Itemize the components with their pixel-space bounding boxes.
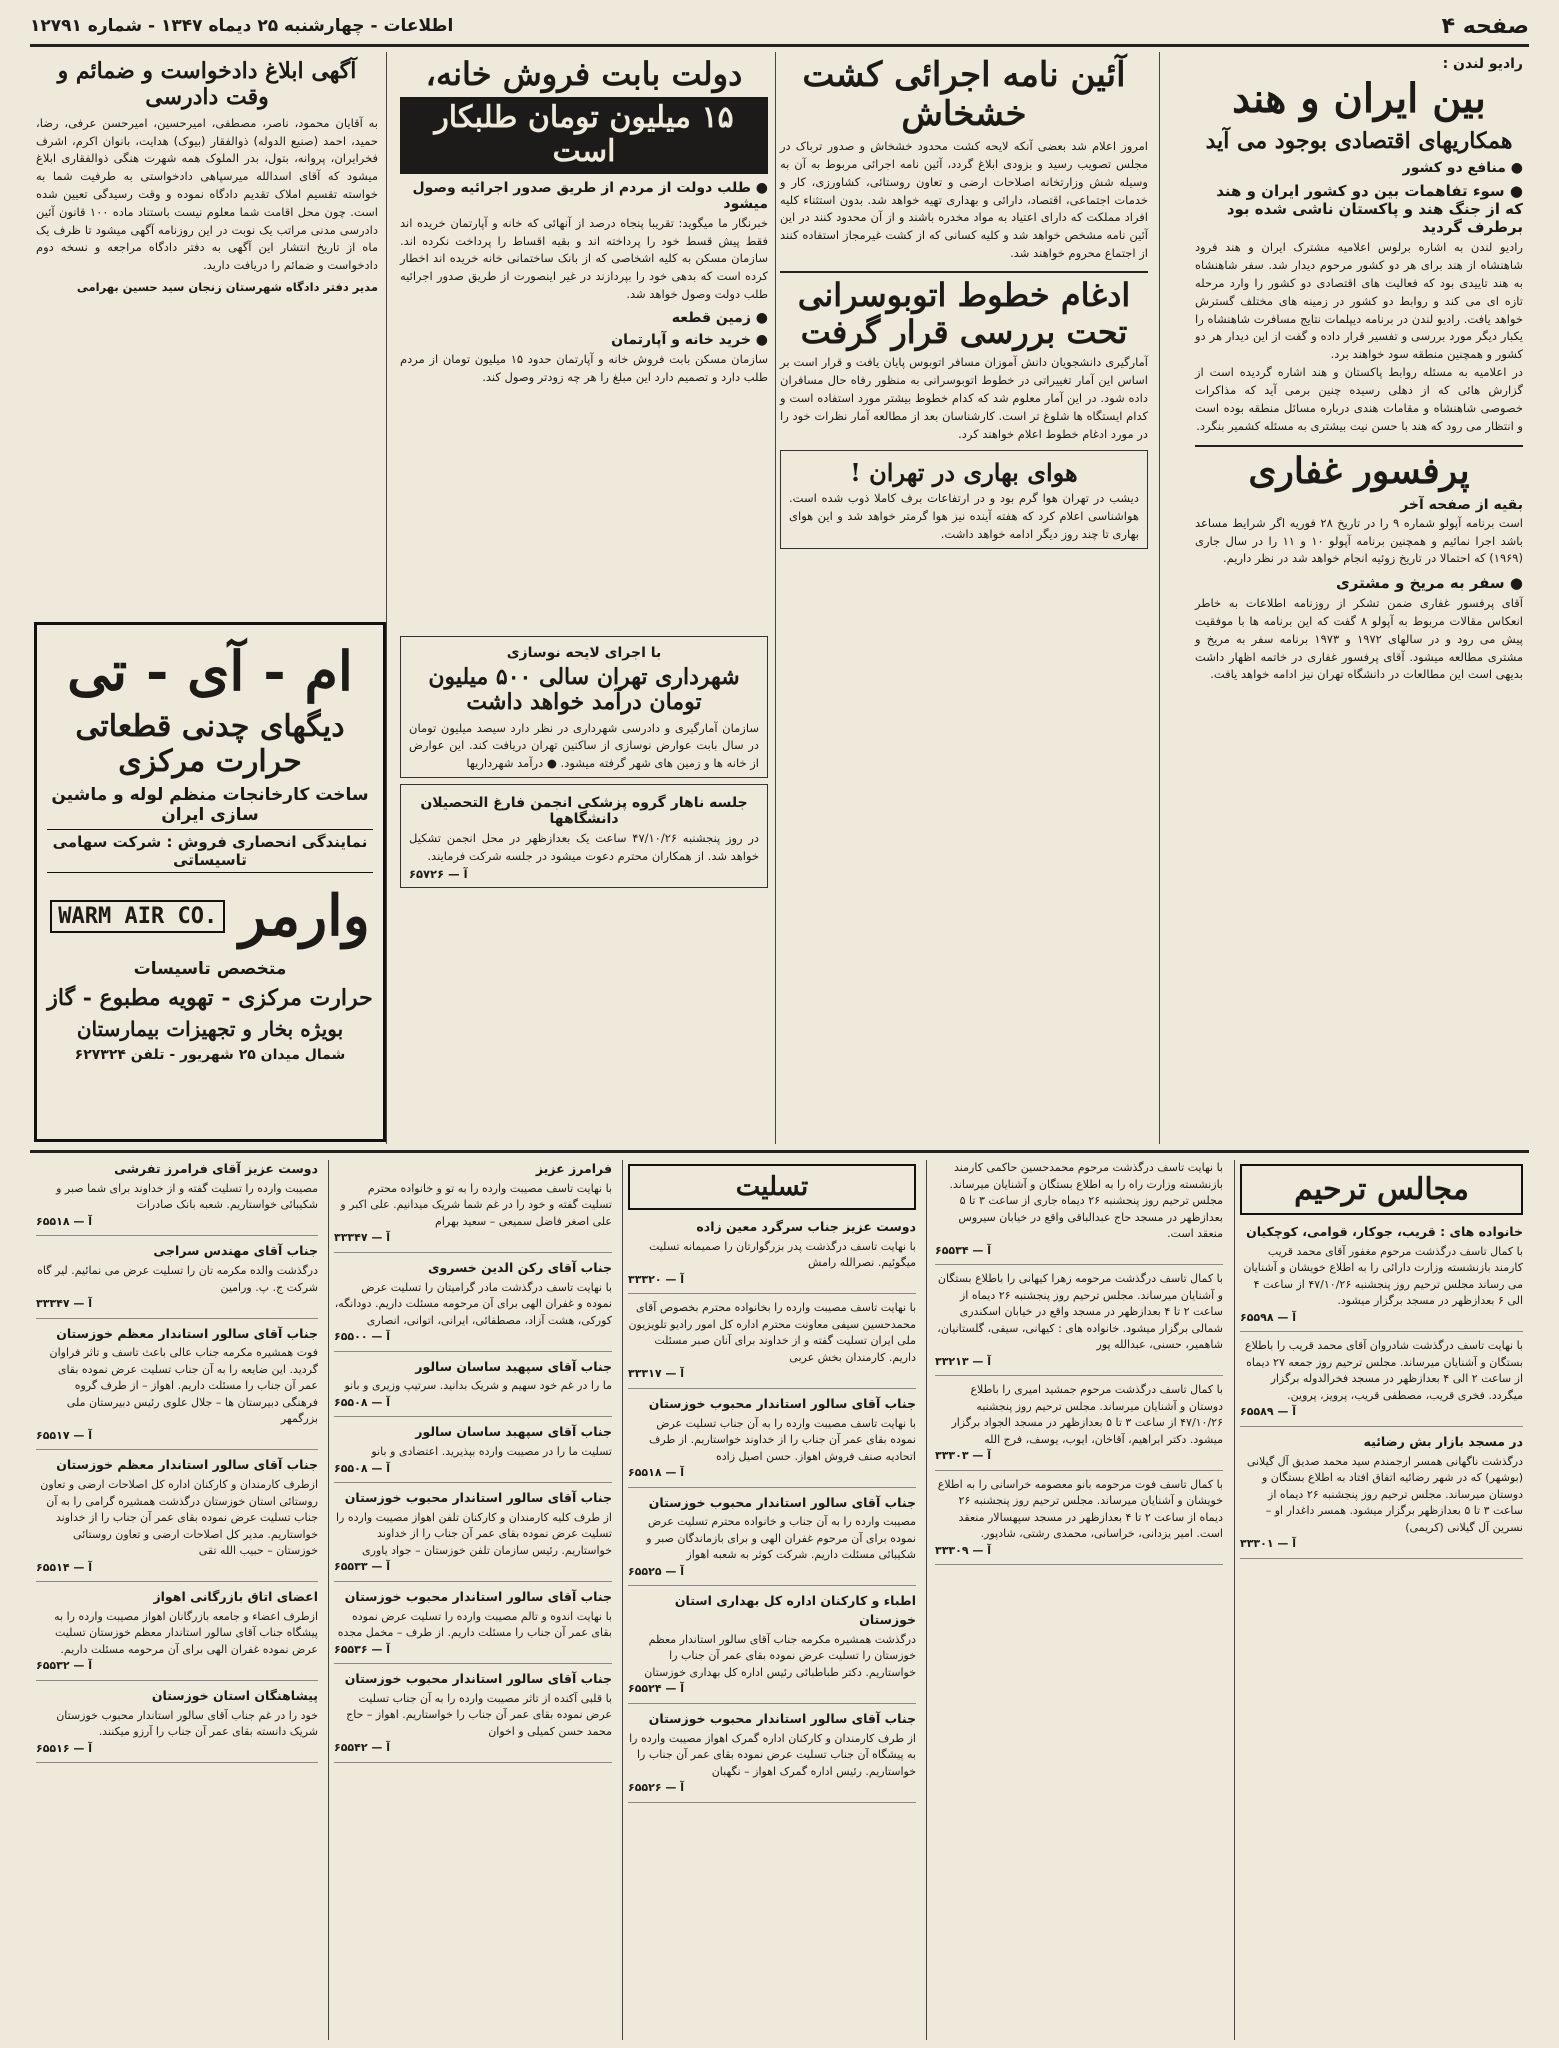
ad-line-specialist: متخصص تاسیسات — [133, 959, 287, 979]
notice-title: جناب آقای رکن الدین خسروی — [428, 1259, 612, 1275]
notice-code: آ — ۶۵۵۳۳ — [334, 1560, 391, 1574]
headline-housing: دولت بابت فروش خانه، — [425, 55, 743, 93]
notice — [935, 1382, 1223, 1471]
notice — [628, 1710, 916, 1803]
article-body-2: در اعلامیه به مسئله روابط پاکستان و هند اشاره گردیده است از گزارش هائی که از دهلی رسیده چنین برمی آید که مذاکرات خصوصی شاهنشاه و مقامات هندی درباره مسائل منطقه بوده است و انتظار می رود که هند با حسن نیت بیشتری به مسئله کشمیر بنگرد. — [1195, 365, 1523, 433]
notices-column-2 — [929, 1160, 1229, 2040]
notice-body: با نهایت تاسف درگذشت مادر گرامیتان را تسلیت عرض نموده و غفران الهی برای آن مرحومه مسئلت داریم. دودانگه، کورکی، هشت آزاد، مصطفائی، ایرانی، اتوانی، انصاری — [334, 1280, 612, 1327]
notice — [628, 1395, 916, 1488]
prof-body-2: آقای پرفسور غفاری ضمن تشکر از روزنامه اطلاعات به خاطر انعکاس مقالات مربوط به آپولو ۸ گفت که این برنامه ها با موفقیت پیش می رود و در سالهای ۱۹۷۲ و ۱۹۷۳ برنامه سفر به مریخ و مشتری مطالعه میشود. آقای پرفسور غفاری در خاتمه اظهار داشت بدیهی است این مطالعات در دانشگاه تهران نیز ادامه خواهد یافت. — [1195, 596, 1523, 682]
notice — [935, 1477, 1223, 1566]
notice-title: جناب آقای مهندس سراجی — [153, 1243, 318, 1259]
notice-code: آ — ۳۳۳۴۷ — [334, 1231, 391, 1245]
ad-line-heating: حرارت مرکزی - تهویه مطبوع - گاز — [47, 985, 373, 1011]
ad-line-boilers: دیگهای چدنی قطعاتی حرارت مرکزی — [75, 709, 345, 779]
column-municipality — [394, 630, 774, 1142]
notice-body: ازطرف اعضاء و جامعه بازرگانان اهواز مصیبت وارده را به پیشگاه جناب آقای سالور استاندار معظم خوزستان تسلیت عرض نموده غفران الهی برای آن مرحومه مسئلت داریم. — [54, 1609, 318, 1656]
medical-meeting-box — [400, 784, 768, 888]
notice-title: جناب آقای سالور استاندار معظم خوزستان — [56, 1325, 318, 1341]
notice — [935, 1160, 1223, 1265]
notice-body: با قلبی آکنده از تاثر مصیبت وارده را به آن جناب تسلیت عرض نموده بقای عمر آن جناب را خواستاریم. اهواز – حاج محمد حسن کمیلی و اخوان — [346, 1691, 612, 1738]
notice-code: آ — ۳۳۳۲۰ — [628, 1272, 685, 1286]
bullet-2: ● سوء تفاهمات بین دو کشور ایران و هند که از جنگ هند و پاکستان ناشی شده بود برطرف گردید — [1216, 182, 1523, 237]
masthead — [30, 8, 1529, 47]
column-rule — [328, 1160, 329, 2040]
notice-body: از طرف کلیه کارمندان و کارکنان تلفن اهواز مصیبت وارده را تسلیت عرض نموده بقای عمر آن جناب را از خداوند خواستاریم. رئیس سازمان تلفن خوزستان – جواد یاوری — [335, 1510, 612, 1557]
notice-code: آ — ۳۳۳۱۷ — [628, 1367, 685, 1381]
kicker-radio-london: رادیو لندن : — [1442, 56, 1523, 72]
notice-body: درگذشت والده مکرمه تان را تسلیت عرض می نمائیم. لیر گاه شرکت ج. پ. ورامین — [37, 1264, 318, 1294]
notice-code: آ — ۳۳۳۰۳ — [935, 1449, 992, 1462]
municipality-body: سازمان آمارگیری و دادرسی شهرداری در نظر دارد سیصد میلیون تومان در سال بابت عوارض نوسازی از ساکنین تهران دریافت کند. این عوارض از خانه ها و زمین های شهر گرفته میشود. ● درآمد شهرداریها — [409, 720, 759, 771]
notice-title: جناب آقای سالور استاندار محبوب خوزستان — [648, 1710, 916, 1726]
column-rule — [622, 1160, 623, 2040]
notice — [334, 1670, 612, 1763]
notice-body: با نهایت تاسف مصیبت وارده را بخانواده محترم بخصوص آقای محمدحسین سیفی معاونت محترم اداره کل امور رادیو تلویزیون ملی ایران تسلیت گفته و از خداوند برای آنان صبر مسئلت داریم. کارمندان بخش عربی — [628, 1301, 916, 1364]
notice-code: آ — ۶۵۵۸۹ — [1240, 1405, 1297, 1419]
notice-title: اطباء و کارکنان اداره کل بهداری استان خوزستان — [674, 1593, 916, 1627]
notice — [334, 1358, 612, 1418]
poppy-body: امروز اعلام شد بعضی آنکه لایحه کشت محدود خشخاش و صدور ترباک در مجلس تصویب رسید و بزودی ابلاغ گردد، آئین نامه اجرائی مربوط به آن به وسیله شش وزارتخانه اصلاحات ارضی و تعاون روستائی، کشاورزی، کار و خدمات اجتماعی، اقتصاد، دارائی و بهداری تهیه خواهد شد. بدون استثناء کلیه افراد مملکت که دارای اعتیاد به مواد مخدره باشند و از آن محدود کنند در این آئین نامه مشخص خواهد شد و کلیه کسانی که از کشت غیرمجاز استفاده کنند از اجتماع محروم خواهند شد. — [780, 139, 1148, 261]
notice-title: پیشاهنگان استان خوزستان — [151, 1687, 318, 1703]
notice — [935, 1271, 1223, 1376]
advertisement-warmer — [34, 622, 386, 1142]
bullet-1: ● منافع دو کشور — [1402, 160, 1523, 177]
court-notice-body: به آقایان محمود، ناصر، مصطفی، امیرحسین، امیرحسن عرفی، رضا، حمید، احمد (صنیع الدوله) ذوالفقار (بیوک) هدایت، بانوان اکرم، اشرف فخرایران، پروانه، بتول، بدر الملوک همه شهرت هنگی ذوالفقاری ابلاغ میشود که آقای اسدالله میرسپاهی دادخواستی به طرفیت شما به خواسته تقسیم املاک تقدیم دادگاه نموده و وقت رسیدگی تعیین شده است. چون محل اقامت شما معلوم نیست باستناد ماده ۱۰۰ قانون آئین دادرسی مدنی مراتب یک نوبت در این روزنامه آگهی میشود تا ظرف یک ماه از تاریخ انتشار این آگهی به دفتر دادگاه مراجعه و نسخه دوم دادخواست و ضمائم را دریافت دارید. — [36, 115, 378, 273]
medical-meeting-code: آ — ۶۵۷۲۶ — [409, 866, 468, 881]
notice-body: خود را در غم جناب آقای سالور استاندار محبوب خوزستان شریک دانسته بقای عمر آن جناب را آرزو میکنند. — [56, 1708, 318, 1738]
municipality-kicker: با اجرای لایحه نوسازی — [506, 645, 662, 661]
column-court-notice — [30, 52, 384, 612]
notice-code: آ — ۶۵۵۱۸ — [36, 1214, 93, 1228]
notice — [1240, 1338, 1523, 1427]
notice-code: آ — ۳۳۲۱۳ — [935, 1354, 992, 1368]
ad-brand-fa: وارمر — [239, 883, 370, 949]
notice — [1240, 1223, 1523, 1332]
mourning-column — [1234, 1160, 1529, 2040]
column-rule — [1234, 1160, 1235, 2040]
housing-bullet-1: ● طلب دولت از مردم از طریق صدور اجرائیه وصول میشود — [412, 179, 768, 212]
condolence-column — [622, 1160, 922, 2040]
notice-title: خانواده های : قریب، جوکار، قوامی، کوچکیان — [1246, 1224, 1523, 1239]
page-number: صفحه ۴ — [1441, 13, 1529, 39]
notice-code: آ — ۶۵۵۰۸ — [334, 1395, 391, 1409]
notice-body: تسلیت ما را در مصیبت وارده بپذیرید. اعتضادی و بانو — [371, 1445, 612, 1458]
article-body: رادیو لندن به اشاره برلوس اعلامیه مشترک ایران و هند فرود شاهنشاه از هند برای هر دو کشور مرحوم دیدار شد. سفر شاهنشاه به هند تاییدی بود که فعالیت های اقتصادی دو کشور را وارد مرحله تازه ای می کند و روابط دو کشور در زمینه های مختلف گسترش خواهد یافت. رادیو لندن در برنامه دیپلمات نتایج مسافرت شاهنشاه را یکبار دیگر مورد بررسی و تفسیر قرار داده و گفت از این دیدار هر دو کشور و همچنین منطقه سود خواهند برد. — [1195, 240, 1523, 362]
notice-code: آ — ۳۳۳۰۱ — [1240, 1537, 1297, 1550]
ad-line-maker: ساخت کارخانجات منظم لوله و ماشین سازی ایران — [51, 785, 369, 825]
notice-body: ما را در غم خود سهیم و شریک بدانید. سرتیپ وزیری و بانو — [344, 1379, 612, 1393]
notice-title: در مسجد بازار بش رضائیه — [1363, 1433, 1523, 1449]
notice-code: آ — ۶۵۵۴۲ — [334, 1741, 391, 1755]
ad-line-hospital: بویژه بخار و تجهیزات بیمارستان — [76, 1017, 344, 1041]
notice — [628, 1494, 916, 1587]
notice-code: آ — ۶۵۵۱۶ — [36, 1741, 93, 1755]
headline-medical-meeting: جلسه ناهار گروه پزشکی انجمن فارغ التحصیلان دانشگاهها — [420, 795, 748, 828]
headline-iran-india: بین ایران و هند — [1232, 75, 1486, 122]
prof-subhead: ● سفر به مریخ و مشتری — [1336, 574, 1523, 593]
notice-body: درگذشت همشیره مکرمه جناب آقای سالور استاندار معظم خوزستان را تسلیت عرض نموده بقای عمر آن جناب را خواستاریم. دکتر طباطبائی رئیس اداره کل بهداری خوزستان — [644, 1632, 916, 1679]
notice-code: آ — ۶۵۵۳۶ — [334, 1642, 391, 1656]
notice — [334, 1489, 612, 1582]
kicker-continued: بقیه از صفحه آخر — [1400, 496, 1523, 513]
ad-logo-warmer — [47, 883, 373, 949]
notice — [1240, 1433, 1523, 1559]
notice-code: آ — ۶۵۵۳۲ — [36, 1659, 93, 1673]
notice-code: آ — ۳۳۳۰۹ — [935, 1543, 992, 1557]
municipality-box — [400, 636, 768, 778]
notice-code: آ — ۶۵۵۲۶ — [628, 1781, 685, 1794]
notice-code: آ — ۶۵۵۹۸ — [1240, 1310, 1297, 1324]
ad-address: شمال میدان ۲۵ شهریور - تلفن ۶۲۷۳۲۴ — [74, 1047, 346, 1063]
notice-code: آ — ۶۵۵۰۰ — [334, 1330, 391, 1343]
notice — [628, 1300, 916, 1389]
notice-title: جناب آقای سپهبد ساسان سالور — [415, 1424, 612, 1440]
notice-title: دوست عزیز آقای فرامرز تفرشی — [114, 1161, 318, 1176]
column-india-iran — [1189, 52, 1529, 1144]
notice — [36, 1160, 318, 1236]
headline-poppy: آئین نامه اجرائی کشت خشخاش — [802, 55, 1126, 135]
notice-code: آ — ۳۳۳۴۷ — [36, 1297, 93, 1310]
notice-code: آ — ۶۵۵۳۴ — [935, 1243, 992, 1257]
notice — [36, 1456, 318, 1582]
notice-code: آ — ۶۵۵۱۸ — [628, 1466, 685, 1479]
headline-municipality: شهرداری تهران سالی ۵۰۰ میلیون تومان درآمد خواهد داشت — [428, 664, 740, 716]
headline-court-notice: آگهی ابلاغ دادخواست و ضمائم و وقت دادرسی — [57, 58, 357, 111]
notice — [334, 1588, 612, 1664]
notice-body: با نهایت تاسف مصیبت وارده را به تو و خانواده محترم تسلیت گفته و خود را در غم شما شریک میدانیم. علی اکبر و علی اصغر فاضل سمیعی – سعید بهرام — [340, 1181, 612, 1228]
ad-brand-mit: ام - آی - تی — [67, 639, 353, 703]
section-divider — [30, 1150, 1529, 1153]
subheadline-economic: همکاریهای اقتصادی بوجود می آید — [1205, 128, 1513, 154]
mourning-header: مجالس ترحیم — [1240, 1164, 1523, 1215]
notice-body: مصیبت وارده را تسلیت گفته و از خداوند برای شما صبر و شکیبائی خواستاریم. شعبه بانک صادرات — [56, 1181, 318, 1212]
notice-title: جناب آقای سالور استاندار محبوب خوزستان — [344, 1490, 612, 1505]
notice-body: با کمال تاسف درگذشت مرحوم مغفور آقای محمد قریب کارمند بازنشسته وزارت دارائی را به اطلاع خویشان و آشنایان می رساند مجلس ترحیم روز پنجشنبه ۴۷/۱۰/۲۶ از ساعت ۴ الی ۶ بعدازظهر در مسجد برگزار میشود. — [1243, 1244, 1523, 1308]
notice — [334, 1259, 612, 1352]
notice — [36, 1687, 318, 1763]
notice-body: با کمال تاسف درگذشت مرحومه زهرا کیهانی را باطلاع بستگان و آشنایان میرساند. مجلس ترحیم روز پنجشنبه ۲۶ دیماه از ساعت ۲ تا ۴ بعدازظهر در مسجد واقع در خیابان اسکندری شمالی برگزار میشود. خانواده های : کیهانی، سیفی، گلستانیان، شاهمیر، حسنی، عبدالله پور — [937, 1272, 1223, 1351]
column-rule — [775, 52, 776, 1144]
housing-body: خبرنگار ما میگوید: تقریبا پنجاه درصد از آنهائی که خانه و آپارتمان خریده اند فقط پیش قسط خود را پرداخته اند و بقیه اقساط را پرداخت نکرده اند. سازمان مسکن به کلیه اشخاصی که از بانک ساختمانی خانه خریده اند اخطار کرده است که بدهی خود را بپردازند در غیر اینصورت از طریق صدور اجرائیه طلب دولت وصول خواهد شد. — [400, 215, 768, 302]
column-rule — [386, 52, 387, 1144]
notice — [628, 1592, 916, 1704]
notice-body: فوت همشیره مکرمه جناب عالی باعث تاسف و تاثر فراوان گردید. این ضایعه را به آن جناب تسلیت عرض نموده بقای عمر آن جناب را مسئلت داریم. اهواز – از طرف گروه فرهنگی دبیرستان ها – جلال علوی رئیس دبیرستان ملی بزرگمهر — [49, 1346, 318, 1426]
notice-title: جناب آقای سالور استاندار محبوب خوزستان — [344, 1588, 612, 1604]
bus-body: آمارگیری دانشجویان دانش آموزان مسافر اتوبوس پایان یافت و قرار است بر اساس این آمار تغییراتی در خطوط اتوبوسرانی به منظور رفاه حال مسافران داده شود. در این آمار معلوم شد که کدام خطوط بیشتر مورد استفاده است و کدام ایستگاه ها شلوغ تر است. کارشناسان بعد از مطالعه آمار نظرات خود را در مورد ادغام خطوط اعلام خواهند کرد. — [780, 355, 1148, 441]
notice-code: آ — ۶۵۵۰۸ — [334, 1461, 391, 1475]
notice-title: اعضای اتاق بازرگانی اهواز — [153, 1589, 318, 1604]
condolence-header: تسلیت — [628, 1164, 916, 1210]
notice — [334, 1160, 612, 1253]
column-rule — [1159, 52, 1160, 1144]
notice-title: جناب آقای سپهبد ساسان سالور — [415, 1358, 612, 1374]
notice-title: جناب آقای سالور استاندار محبوب خوزستان — [648, 1395, 916, 1411]
notice — [36, 1325, 318, 1451]
notice-body: با نهایت اندوه و تالم مصیبت وارده را تسلیت عرض نموده بقای عمر آن جناب را مسئلت داریم. از طرف – مخمل مجده — [337, 1609, 612, 1639]
medical-meeting-body: در روز پنجشنبه ۴۷/۱۰/۲۶ ساعت یک بعدازظهر در محل انجمن تشکیل خواهد شد. از همکاران محترم دعوت میشود در جلسه شرکت فرمایند. — [409, 831, 759, 863]
housing-body-2: سازمان مسکن بابت فروش خانه و آپارتمان حدود ۱۵ میلیون تومان از مردم طلب دارد و تصمیم دارد این مبلغ را هر چه زودتر وصول کند. — [400, 351, 768, 384]
column-rule — [926, 1160, 927, 2040]
notice-code: آ — ۶۵۵۲۵ — [628, 1564, 685, 1578]
notices-column-5 — [30, 1160, 324, 2040]
notices-column-4 — [328, 1160, 618, 2040]
notice-body: با نهایت تاسف درگذشت شادروان آقای محمد قریب را باطلاع بستگان و آشنایان میرساند. مجلس ترحیم روز جمعه ۲۷ دیماه از ساعت ۲ الی ۴ بعدازظهر در مسجد فخرالدوله برگزار میگردد. فخری قریب، مصطفی قریب، پرویز، پروین. — [1245, 1339, 1523, 1402]
headline-weather: هوای بهاری در تهران ! — [850, 457, 1078, 487]
notice-code: آ — ۶۵۵۱۴ — [36, 1560, 93, 1574]
notice-body: با نهایت تاسف درگذشت مرحوم محمدحسین حاکمی کارمند بازنشسته وزارت راه را به اطلاع بستگان و آشنایان میرساند. مجلس ترحیم روز پنجشنبه ۲۶ دیماه جاری از ساعت ۳ تا ۵ بعدازظهر در مسجد حاج عبدالباقی واقع در خیابان سیروس منعقد است. — [949, 1161, 1223, 1240]
housing-bullet-3: ● خرید خانه و آپارتمان — [611, 331, 768, 348]
notice — [334, 1423, 612, 1483]
headline-bus-lines: ادغام خطوط اتوبوسرانی تحت بررسی قرار گرفت — [797, 275, 1131, 351]
prof-body: است برنامه آپولو شماره ۹ را در تاریخ ۲۸ فوریه اگر شرایط مساعد باشد اجرا نمائیم و همچنین برنامه آپولو ۱۰ و ۱۱ را در سال جاری (۱۹۶۹) که احتمالا در تاریخ زوئیه انجام خواهد شد در نظر داریم. — [1195, 515, 1523, 566]
notice-title: فرامرز عزیز — [535, 1161, 612, 1176]
notice-body: با نهایت تاسف درگذشت پدر بزرگوارتان را صمیمانه تسلیت میگوئیم. نصرالله رامش — [648, 1239, 916, 1270]
column-poppy — [774, 52, 1154, 1144]
column-housing — [394, 52, 774, 622]
notice-code: آ — ۶۵۵۱۷ — [36, 1428, 93, 1442]
notice-body: از طرف کارمندان و کارکنان اداره گمرک اهواز مصیبت وارده را به پیشگاه آن جناب تسلیت عرض نموده بقای عمر آن جناب را خواستاریم. رئیس اداره گمرک اهواز – نگهبان — [629, 1731, 916, 1778]
notice — [36, 1242, 318, 1318]
headline-15-million: ۱۵ میلیون تومان طلبکار است — [400, 97, 768, 174]
weather-box — [780, 450, 1148, 549]
notice-title: جناب آقای سالور استاندار محبوب خوزستان — [344, 1671, 612, 1686]
notice-body: با نهایت تاسف مصیبت وارده را به آن جناب تسلیت عرض نموده بقای عمر آن جناب را از خداوند خواستاریم. از طرف اتحادیه صنف فروش اهواز. حسن اصیل زاده — [649, 1416, 916, 1463]
notice-body: مصیبت وارده را به آن جناب و خانواده محترم تسلیت عرض نموده برای آن مرحوم غفران الهی و برای بازماندگان صبر و شکیبائی مسئلت داریم. شرکت کوثر به شعبه اهواز — [646, 1515, 916, 1562]
court-notice-sign: مدیر دفتر دادگاه شهرستان زنجان سید حسین بهرامی — [76, 280, 378, 295]
notice-body: با کمال تاسف فوت مرحومه بانو معصومه خراسانی را به اطلاع خویشان و آشنایان میرساند. مجلس ترحیم روز پنجشنبه ۲۶ دیماه از ساعت ۲ تا ۴ بعدازظهر در مسجد سپهسالار منعقد است. امیر یزدانی، خراسانی، محمدی رشتی، شادپور. — [937, 1477, 1223, 1540]
ad-line-agent: نمایندگی انحصاری فروش : شرکت سهامی تاسیساتی — [47, 829, 373, 873]
weather-body: دیشب در تهران هوا گرم بود و در ارتفاعات برف کاملا ذوب شده است. هواشناسی اعلام کرد که هفته آینده نیز هوا گرمتر خواهد شد و این هوای بهاری تا چند روز دیگر ادامه خواهد داشت. — [789, 491, 1139, 541]
notice-body: با کمال تاسف درگذشت مرحوم جمشید امیری را باطلاع دوستان و آشنایان میرساند. مجلس ترحیم روز پنجشنبه ۴۷/۱۰/۲۶ از ساعت ۳ تا ۵ بعدازظهر در مسجد الجواد برگزار میشود. دکتر ابراهیم، آقاخان، ایوب، یوسف، فرج الله — [951, 1383, 1223, 1446]
notice — [36, 1588, 318, 1681]
notice-body: درگذشت ناگهانی همسر ارجمندم سید محمد صدیق آل گیلانی (بوشهر) که در شهر رضائیه اتفاق افتاد به اطلاع بستگان و دوستان میرساند. مجلس ترحیم روز پنجشنبه ۲۶ دیماه از ساعت ۳ تا ۵ بعدازظهر برگزار میشود. همسر داغدار او – نسرین آل گیلانی (کریمی) — [1246, 1454, 1523, 1534]
notice-title: جناب آقای سالور استاندار معظم خوزستان — [56, 1457, 318, 1473]
notice-body: ازطرف کارمندان و کارکنان اداره کل اصلاحات ارضی و تعاون روستائی استان خوزستان درگذشت همشیره گرامی را به آن جناب تسلیت عرض نموده بقای عمر آن جناب را از خداوند خواستاریم. مدیر کل اصلاحات ارضی و تعاون روستائی خوزستان – حبیب الله تقی — [40, 1478, 318, 1557]
ad-brand-en: WARM AIR CO. — [50, 900, 225, 933]
notice-title: جناب آقای سالور استاندار محبوب خوزستان — [648, 1494, 916, 1510]
issue-info: اطلاعات - چهارشنبه ۲۵ دیماه ۱۳۴۷ - شماره ۱۲۷۹۱ — [30, 16, 454, 36]
housing-bullet-2: ● زمین قطعه — [671, 309, 768, 326]
notice — [628, 1218, 916, 1294]
headline-prof-ghaffari: پرفسور غفاری — [1248, 450, 1470, 493]
notice-code: آ — ۶۵۵۲۴ — [628, 1682, 685, 1696]
notice-title: دوست عزیز جناب سرگرد معین زاده — [696, 1219, 916, 1234]
